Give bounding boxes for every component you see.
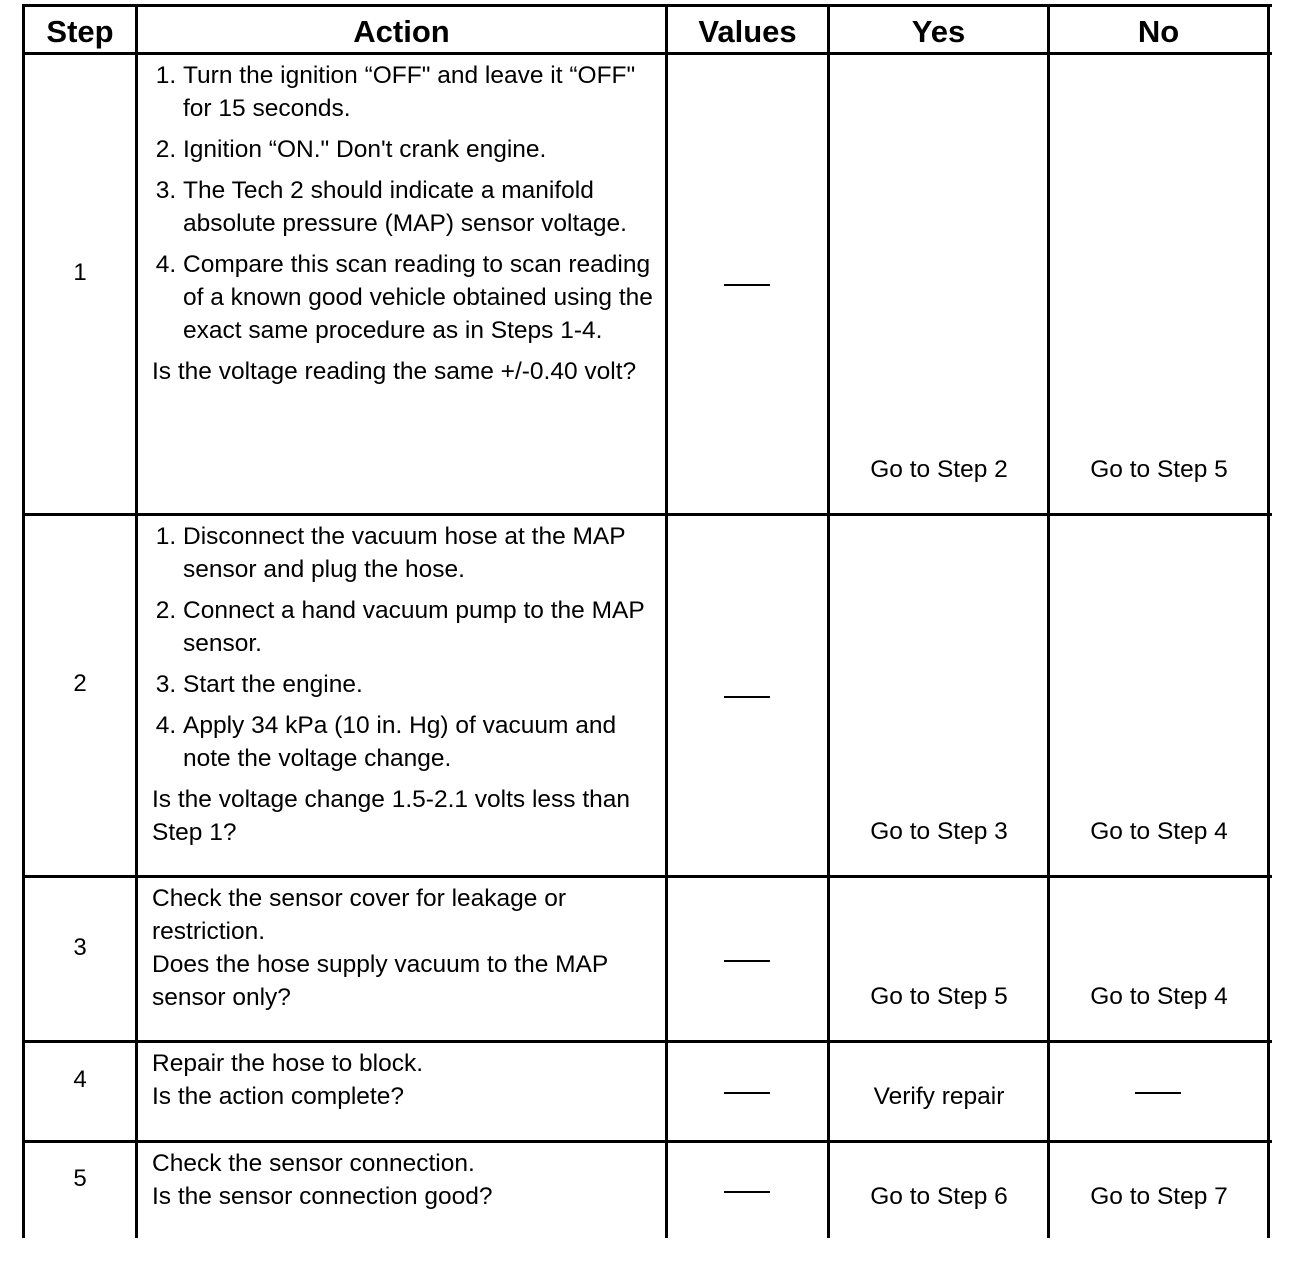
no-outcome: Go to Step 4 [1090,983,1228,1010]
action-steps-list-1 [152,59,662,347]
step-number-2: 2 [73,670,87,697]
action-question: Is the action complete? [152,1083,404,1110]
header-action: Action [353,14,450,49]
header-no: No [1137,14,1180,49]
values-dash [724,960,770,962]
action-question: Is the voltage change 1.5-2.1 volts less than Step 1? [152,786,631,846]
action-item: 3. Start the engine. [183,668,662,701]
values-dash [724,284,770,286]
action-cell-2 [152,520,662,849]
row-divider-2 [22,875,1272,878]
column-divider-action [665,4,668,1238]
action-cell-5 [152,1147,662,1213]
action-line: Check the sensor connection. [152,1150,475,1177]
row-divider-4 [22,1140,1272,1143]
yes-outcome: Verify repair [873,1083,1005,1110]
action-item: 2. Ignition “ON." Don't crank engine. [183,133,662,166]
table-border-top [22,4,1272,7]
step-number-3: 3 [73,934,87,961]
action-item: 3. The Tech 2 should indicate a manifold absolute pressure (MAP) sensor voltage. [183,174,662,240]
row-divider-3 [22,1040,1272,1043]
step-number-1: 1 [73,259,87,286]
values-dash [724,696,770,698]
action-steps-list-2 [152,520,662,775]
no-outcome: Go to Step 7 [1090,1183,1228,1210]
action-item: 1. Turn the ignition “OFF" and leave it “OFF" for 15 seconds. [183,59,662,125]
action-cell-1 [152,59,662,388]
header-step: Step [46,14,114,49]
yes-outcome: Go to Step 6 [870,1183,1008,1210]
header-yes: Yes [911,14,966,49]
column-divider-values [827,4,830,1238]
action-item: 4. Compare this scan reading to scan reading of a known good vehicle obtained using the exact same procedure as in Steps 1-4. [183,248,662,347]
no-outcome: Go to Step 5 [1090,456,1228,483]
yes-outcome: Go to Step 5 [870,983,1008,1010]
action-item: 2. Connect a hand vacuum pump to the MAP sensor. [183,594,662,660]
step-number-5: 5 [73,1165,87,1192]
yes-outcome: Go to Step 2 [870,456,1008,483]
step-number-4: 4 [73,1066,87,1093]
column-divider-step [135,4,138,1238]
action-item: 1. Disconnect the vacuum hose at the MAP sensor and plug the hose. [183,520,662,586]
no-outcome-dash [1135,1092,1181,1094]
action-question: Does the hose supply vacuum to the MAP sensor only? [152,951,608,1011]
row-divider-1 [22,513,1272,516]
diagnostic-table [22,4,1272,1238]
column-divider-yes [1047,4,1050,1238]
action-question: Is the voltage reading the same +/-0.40 volt? [152,358,637,385]
values-dash [724,1092,770,1094]
action-cell-3 [152,882,662,1014]
yes-outcome: Go to Step 3 [870,818,1008,845]
table-border-right [1267,4,1270,1238]
action-item: 4. Apply 34 kPa (10 in. Hg) of vacuum and note the voltage change. [183,709,662,775]
action-cell-4 [152,1047,662,1113]
table-border-left [22,4,25,1238]
action-question: Is the sensor connection good? [152,1183,493,1210]
action-line: Repair the hose to block. [152,1050,424,1077]
no-outcome: Go to Step 4 [1090,818,1228,845]
action-line: Check the sensor cover for leakage or restriction. [152,885,566,945]
values-dash [724,1191,770,1193]
header-values: Values [698,14,797,49]
